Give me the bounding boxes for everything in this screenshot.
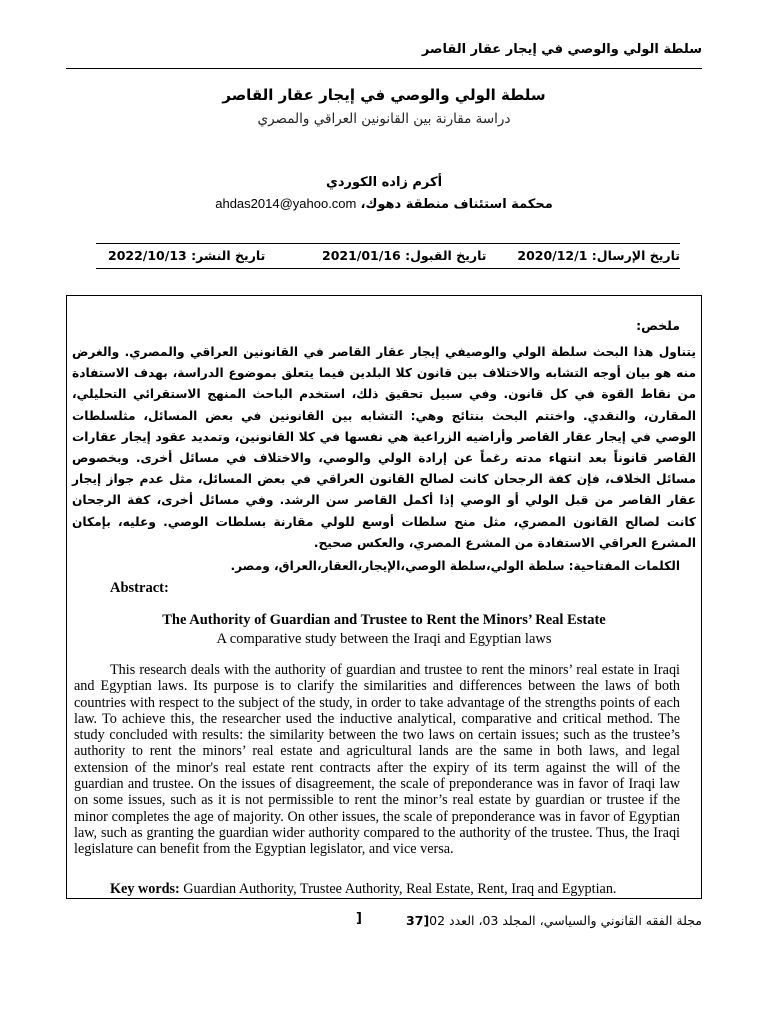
keywords-list-english: Guardian Authority, Trustee Authority, Real Estate, Rent, Iraq and Egyptian. (183, 881, 617, 897)
footer-journal (406, 913, 702, 928)
author-name: أكرم زاده الكوردي (325, 175, 443, 190)
dates-bottom-rule (96, 268, 680, 269)
article-title-arabic: سلطة الولي والوصي في إيجار عقار القاصر (222, 86, 546, 104)
keywords-arabic: الكلمات المفتاحية: سلطة الولي،سلطة الوصي،الإيجار،العقار،العراق، ومصر. (230, 559, 680, 573)
abstract-text-english: This research deals with the authority of guardian and trustee to rent the minors’ real estate in Iraqi and Egyptian laws. Its purpose is to clarify the similarities and differences between the laws of both countries with respect to the subject of the study, in order to take advantage of the strengths points of each law. To achieve this, the researcher used the inductive analytical, comparative and critical method. The study concluded with results: the similarity between the two laws on certain issues; such as the trustee’s authority to rent the minors’ real estate and agricultural lands are the same in both laws, and legal extension of the minor's real estate rent contracts after the expiry of its term against the will of the guardian and trustee. On the issues of disagreement, the scale of preponderance was in favor of Iraqi law on some issues, such as it is not permissible to rent the minor’s real estate by guardian or trustee if the minor completes the age of majority. On other issues, the scale of preponderance was in favor of Egyptian law, such as granting the guardian wider authority compared to the authority of the trustee. Thus, the Iraqi legislature can benefit from the Egyptian legislator, and vice versa. (74, 662, 680, 858)
article-subtitle-arabic: دراسة مقارنة بين القانونين العراقي والمصري (257, 111, 511, 127)
article-subtitle-english: A comparative study between the Iraqi and Egyptian laws (216, 631, 552, 647)
date-published: تاريخ النشر: 2022/10/13 (108, 248, 266, 263)
footer-page-number: [37 (406, 913, 430, 928)
footer-bracket: ] (356, 911, 362, 926)
keywords-label-english: Key words: (110, 881, 180, 897)
abstract-label-arabic: ملخص: (636, 318, 680, 333)
running-header: سلطة الولي والوصي في إيجار عقار القاصر (421, 42, 702, 57)
abstract-text-arabic: يتناول هذا البحث سلطة الولي والوصيفي إيجار عقار القاصر في القانونين العراقي والمصري. والغرض منه هو بيان أوجه التشابه والاختلاف بين قانون كلا البلدين فيما يتعلق بموضوع الدراسة، بهدف الاستفادة من نقاط القوة في كل قانون. وفي سبيل تحقيق ذلك، استخدم الباحث المنهج الاستقرائي التحليلي، المقارن، والنقدي. واختتم البحث بنتائج وهي: التشابه بين القانونين في بعض المسائل، مثلسلطات الوصي في إيجار عقار القاصر وأراضيه الزراعية هي نفسها في كلا القانونين، وتمديد عقود إيجار عقارات القاصر قانوناً بعد انتهاء مدته رغماً عن إرادة الولي والوصي، والاختلاف في مسائل أخرى. وبخصوص مسائل الخلاف، فإن كفة الرجحان كانت لصالح القانون العراقي في بعض المسائل، مثل عدم جواز إيجار عقار القاصر من قبل الولي أو الوصي إذا أكمل القاصر سن الرشد. وفي مسائل أخرى، كفة الرجحان كانت لصالح القانون المصري، مثل منح سلطات أوسع للولي مقارنة بسلطات الوصي. وعليه، بإمكان المشرع العراقي الاستفادة من المشرع المصري، والعكس صحيح. (72, 345, 696, 550)
header-rule (66, 68, 702, 69)
date-accepted: تاريخ القبول: 2021/01/16 (322, 248, 487, 263)
author-email[interactable]: ahdas2014@yahoo.com (215, 196, 357, 211)
abstract-label-english: Abstract: (110, 580, 169, 596)
author-affiliation (0, 196, 768, 212)
dates-top-rule (96, 243, 680, 244)
footer-journal-name: مجلة الفقه القانوني والسياسي، المجلد 03، العدد 02 (429, 913, 702, 928)
article-title-english: The Authority of Guardian and Trustee to Rent the Minors’ Real Estate (162, 612, 606, 628)
date-submitted: تاريخ الإرسال: 2020/12/1 (517, 248, 680, 263)
keywords-english (110, 881, 616, 898)
affiliation-text: محكمة استئناف منطقة دهوك، (360, 197, 553, 212)
